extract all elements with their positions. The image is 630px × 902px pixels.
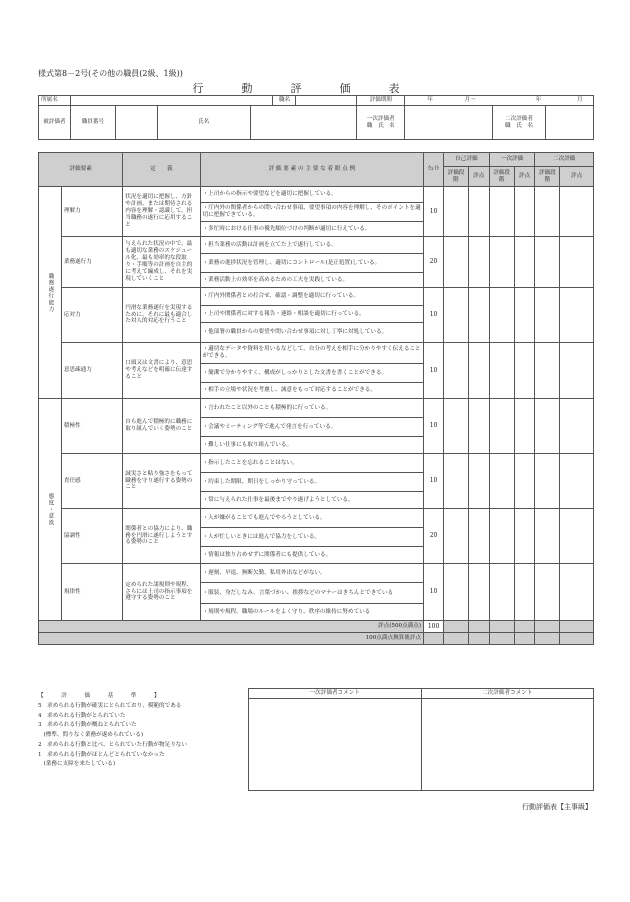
first-score-cell[interactable]	[514, 564, 535, 621]
header-table	[38, 95, 594, 140]
self-stage-header: 評価段階	[444, 167, 469, 187]
point-item: ・上司や関係者に対する報告・連絡・相談を適切に行っている。	[200, 306, 424, 323]
form-footer: 行動評価表【主事級】	[522, 803, 592, 811]
converted-label: 100点満点換算後評点	[39, 633, 424, 645]
point-item: ・人が忙しいときには進んで協力をしている。	[200, 528, 424, 547]
self-stage-cell[interactable]	[444, 237, 469, 288]
point-item: ・規則や規程、職場のルールをよく守り、秩序の維持に努めている	[200, 604, 424, 621]
total-self-score[interactable]	[468, 621, 489, 633]
first-score-cell[interactable]	[514, 288, 535, 343]
point-item: ・指示したことを忘れることはない。	[200, 454, 424, 473]
page-title: 行動評価表	[192, 82, 438, 95]
second-stage-header: 評価段階	[535, 167, 560, 187]
self-score-cell[interactable]	[468, 187, 489, 237]
second-stage-cell[interactable]	[535, 564, 560, 621]
year2-label: 年	[535, 97, 542, 103]
criteria-item: 3 求められる行動が概ねとられていた	[38, 722, 137, 729]
first-evaluator-field[interactable]	[405, 106, 493, 140]
element-weight: 10	[424, 187, 444, 237]
month2-label: 月	[576, 97, 583, 103]
name-field[interactable]	[250, 106, 357, 140]
first-score-cell[interactable]	[514, 399, 535, 454]
element-definition: 状況を適切に把握し、方針や計画、または期待される内容を理解・認識して、担当職務の遂行に応用すること	[123, 187, 200, 237]
element-definition: 円滑な業務遂行を実現するために、それに最も適合した対人的対応を行うこと	[123, 288, 200, 343]
point-item: ・業務の進捗状況を管理し、適切にコントロール(是正処置)している。	[200, 254, 424, 273]
element-definition: 誠実さと粘り強さをもって職務を守り遂行する姿勢のこと	[123, 454, 200, 509]
name-label: 氏名	[157, 106, 250, 140]
second-score-cell[interactable]	[560, 343, 594, 399]
criteria-item: 2 求められる行動と比べ、とられていた行動が物足りない	[38, 741, 187, 748]
converted-second-score[interactable]	[560, 633, 594, 645]
self-stage-cell[interactable]	[444, 187, 469, 237]
element-definition: 自ら進んで積極的に職務に取り組んでいく姿勢のこと	[123, 399, 200, 454]
element-weight: 20	[424, 237, 444, 288]
point-item: ・上司からの指示や要望などを適切に把握している。	[200, 187, 424, 203]
self-score-cell[interactable]	[468, 288, 489, 343]
converted-self-stage[interactable]	[444, 633, 469, 645]
first-stage-cell[interactable]	[489, 509, 514, 564]
total-first-score[interactable]	[514, 621, 535, 633]
second-score-cell[interactable]	[560, 187, 594, 237]
point-item: ・常に与えられた仕事を最後までやり遂げようとしている。	[200, 492, 424, 509]
first-stage-cell[interactable]	[489, 399, 514, 454]
point-item: ・会議やミーティング等で進んで発言を行っている。	[200, 418, 424, 437]
self-score-cell[interactable]	[468, 564, 489, 621]
point-item: ・服装、身だしなみ、言葉づかい、挨拶などのマナーはきちんとできている	[200, 583, 424, 604]
criteria-item: 1 求められる行動がほとんどとられていなかった	[38, 751, 165, 758]
point-item: ・情報は独り占めせずに関係者にも提供している。	[200, 547, 424, 564]
point-item: ・庁内外関係者との打合せ、確認・調整を適切に行っている。	[200, 288, 424, 306]
period-field[interactable]	[405, 96, 594, 106]
first-score-cell[interactable]	[514, 454, 535, 509]
col-second: 二次評価	[535, 153, 594, 167]
second-stage-cell[interactable]	[535, 237, 560, 288]
point-item: ・担当業務の活動は計画を立てた上で遂行している。	[200, 237, 424, 254]
element-name: 責任感	[61, 454, 122, 509]
first-stage-header: 評価段階	[489, 167, 514, 187]
total-weight: 100	[424, 621, 444, 633]
element-name: 規律性	[61, 564, 122, 621]
self-stage-cell[interactable]	[444, 564, 469, 621]
element-weight: 10	[424, 343, 444, 399]
second-stage-cell[interactable]	[535, 509, 560, 564]
self-score-cell[interactable]	[468, 237, 489, 288]
second-score-cell[interactable]	[560, 454, 594, 509]
point-item: ・言われたこと以外のことも積極的に行っている。	[200, 399, 424, 418]
first-stage-cell[interactable]	[489, 288, 514, 343]
total-first-stage[interactable]	[489, 621, 514, 633]
first-comment-field[interactable]	[249, 699, 422, 791]
second-stage-cell[interactable]	[535, 399, 560, 454]
converted-weight	[424, 633, 444, 645]
self-stage-cell[interactable]	[444, 509, 469, 564]
element-name: 積極性	[61, 399, 122, 454]
first-score-cell[interactable]	[514, 509, 535, 564]
first-stage-cell[interactable]	[489, 564, 514, 621]
total-second-stage[interactable]	[535, 621, 560, 633]
post-field[interactable]	[296, 96, 357, 106]
self-score-cell[interactable]	[468, 509, 489, 564]
col-element: 評価要素	[39, 153, 123, 187]
second-stage-cell[interactable]	[535, 187, 560, 237]
self-stage-cell[interactable]	[444, 399, 469, 454]
first-score-cell[interactable]	[514, 343, 535, 399]
col-weight: ｳｪｲﾄ	[424, 153, 444, 187]
col-first: 一次評価	[489, 153, 535, 167]
self-score-header: 評点	[468, 167, 489, 187]
point-item: ・難しい仕事にも取り組んでいる。	[200, 437, 424, 454]
period-label: 評価期間	[357, 96, 405, 106]
second-comment-label: 二次評価者コメント	[421, 689, 594, 699]
element-weight: 20	[424, 509, 444, 564]
second-score-header: 評点	[560, 167, 594, 187]
element-weight: 10	[424, 454, 444, 509]
evaluatee-label: 被評価者	[39, 106, 71, 140]
second-comment-field[interactable]	[421, 699, 594, 791]
point-item: ・他部署の職員からの要望や問い合わせ事項に対し丁寧に対処している。	[200, 323, 424, 343]
point-item: ・相手の立場や状況を考慮し、誠意をもって対応することができる。	[200, 383, 424, 399]
criteria-title: 【 評 価 基 準 】	[38, 693, 166, 699]
element-weight: 10	[424, 399, 444, 454]
self-stage-cell[interactable]	[444, 343, 469, 399]
point-item: ・遅刻、早退、無断欠勤、私用外出などがない。	[200, 564, 424, 583]
self-score-cell[interactable]	[468, 454, 489, 509]
converted-self-score[interactable]	[468, 633, 489, 645]
element-name: 業務遂行力	[61, 237, 122, 288]
second-score-cell[interactable]	[560, 237, 594, 288]
point-item: ・庁内外の関係者からの問い合わせ事項、要望事項の内容を理解し、そのポイントを適切に把握できている。	[200, 203, 424, 222]
first-comment-label: 一次評価者コメント	[249, 689, 422, 699]
second-score-cell[interactable]	[560, 509, 594, 564]
element-weight: 10	[424, 564, 444, 621]
second-stage-cell[interactable]	[535, 343, 560, 399]
comments-table	[248, 688, 594, 791]
col-points: 評 価 要 素 の 主 要 な 着 眼 点 例	[200, 153, 424, 187]
criteria-item: 4 求められる行動がとられていた	[38, 712, 126, 719]
self-score-cell[interactable]	[468, 343, 489, 399]
element-definition: 与えられた状況の中で、最も適切な業務のスケジュール化、最も効率的な段取り・手順等の計画を自主的に考えて編成し、それを実現していくこと	[123, 237, 200, 288]
second-evaluator-label: 二次評価者 職 氏 名	[493, 106, 546, 140]
first-stage-cell[interactable]	[489, 343, 514, 399]
total-label: 評点(500点満点)	[39, 621, 424, 633]
element-definition: 定められた諸規則や規程、さらには上司の指示事項を遵守する姿勢のこと	[123, 564, 200, 621]
criteria-item: (標準、問りなく業務が遂められている)	[38, 732, 144, 739]
first-stage-cell[interactable]	[489, 454, 514, 509]
evaluation-table	[38, 152, 594, 645]
point-item: ・人が嫌がることでも進んでやろうとしている。	[200, 509, 424, 528]
total-self-stage[interactable]	[444, 621, 469, 633]
element-name: 協調性	[61, 509, 122, 564]
form-id: 様式第8－2号(その他の職員(2級、1級))	[38, 69, 183, 78]
col-self: 自己評価	[444, 153, 490, 167]
first-stage-cell[interactable]	[489, 237, 514, 288]
self-score-cell[interactable]	[468, 399, 489, 454]
element-definition: 口頭又は文書により、意思や考えなどを明確に伝達すること	[123, 343, 200, 399]
second-score-cell[interactable]	[560, 564, 594, 621]
self-stage-cell[interactable]	[444, 288, 469, 343]
second-evaluator-field[interactable]	[545, 106, 593, 140]
category-label: 職務遂行能力	[39, 187, 62, 399]
element-name: 理解力	[61, 187, 122, 237]
first-stage-cell[interactable]	[489, 187, 514, 237]
year1-label: 年	[427, 97, 433, 103]
post-label: 職名	[273, 96, 296, 106]
point-item: ・適切なデータや資料を用いるなどして、自分の考えを相手に分かりやすく伝えることができる。	[200, 343, 424, 364]
staff-no-field[interactable]	[115, 106, 157, 140]
first-evaluator-label: 一次評価者 職 氏 名	[357, 106, 405, 140]
element-definition: 関係者との協力により、職務を円滑に遂行しようとする姿勢のこと	[123, 509, 200, 564]
staff-no-label: 職員番号	[70, 106, 115, 140]
criteria-item: 5 求められる行動が確実にとられており、模範的である	[38, 702, 182, 709]
second-score-cell[interactable]	[560, 288, 594, 343]
dept-field[interactable]	[70, 96, 273, 106]
total-second-score[interactable]	[560, 621, 594, 633]
category-label: 態度・意欲	[39, 399, 62, 621]
first-score-cell[interactable]	[514, 237, 535, 288]
second-stage-cell[interactable]	[535, 288, 560, 343]
point-item: ・約束した期限、期日をしっかり守っている。	[200, 473, 424, 492]
element-weight: 10	[424, 288, 444, 343]
converted-second-stage[interactable]	[535, 633, 560, 645]
self-stage-cell[interactable]	[444, 454, 469, 509]
col-definition: 定 義	[123, 153, 200, 187]
criteria-item: (業務に支障を来たしている)	[38, 761, 116, 768]
first-score-header: 評点	[514, 167, 535, 187]
point-item: ・簡潔で分かりやすく、構成がしっかりとした文書を書くことができる。	[200, 364, 424, 383]
point-item: ・業務活動上の効率を高めるための工夫を実践している。	[200, 273, 424, 288]
element-name: 応対力	[61, 288, 122, 343]
first-score-cell[interactable]	[514, 187, 535, 237]
converted-first-score[interactable]	[514, 633, 535, 645]
month1-label: 月～	[464, 97, 476, 103]
point-item: ・多忙時における仕事の優先順位づけの判断が適切に行えている。	[200, 222, 424, 237]
dept-label: 所属名	[39, 96, 71, 106]
second-stage-cell[interactable]	[535, 454, 560, 509]
second-score-cell[interactable]	[560, 399, 594, 454]
criteria-box	[38, 692, 238, 770]
converted-first-stage[interactable]	[489, 633, 514, 645]
element-name: 意思疎通力	[61, 343, 122, 399]
